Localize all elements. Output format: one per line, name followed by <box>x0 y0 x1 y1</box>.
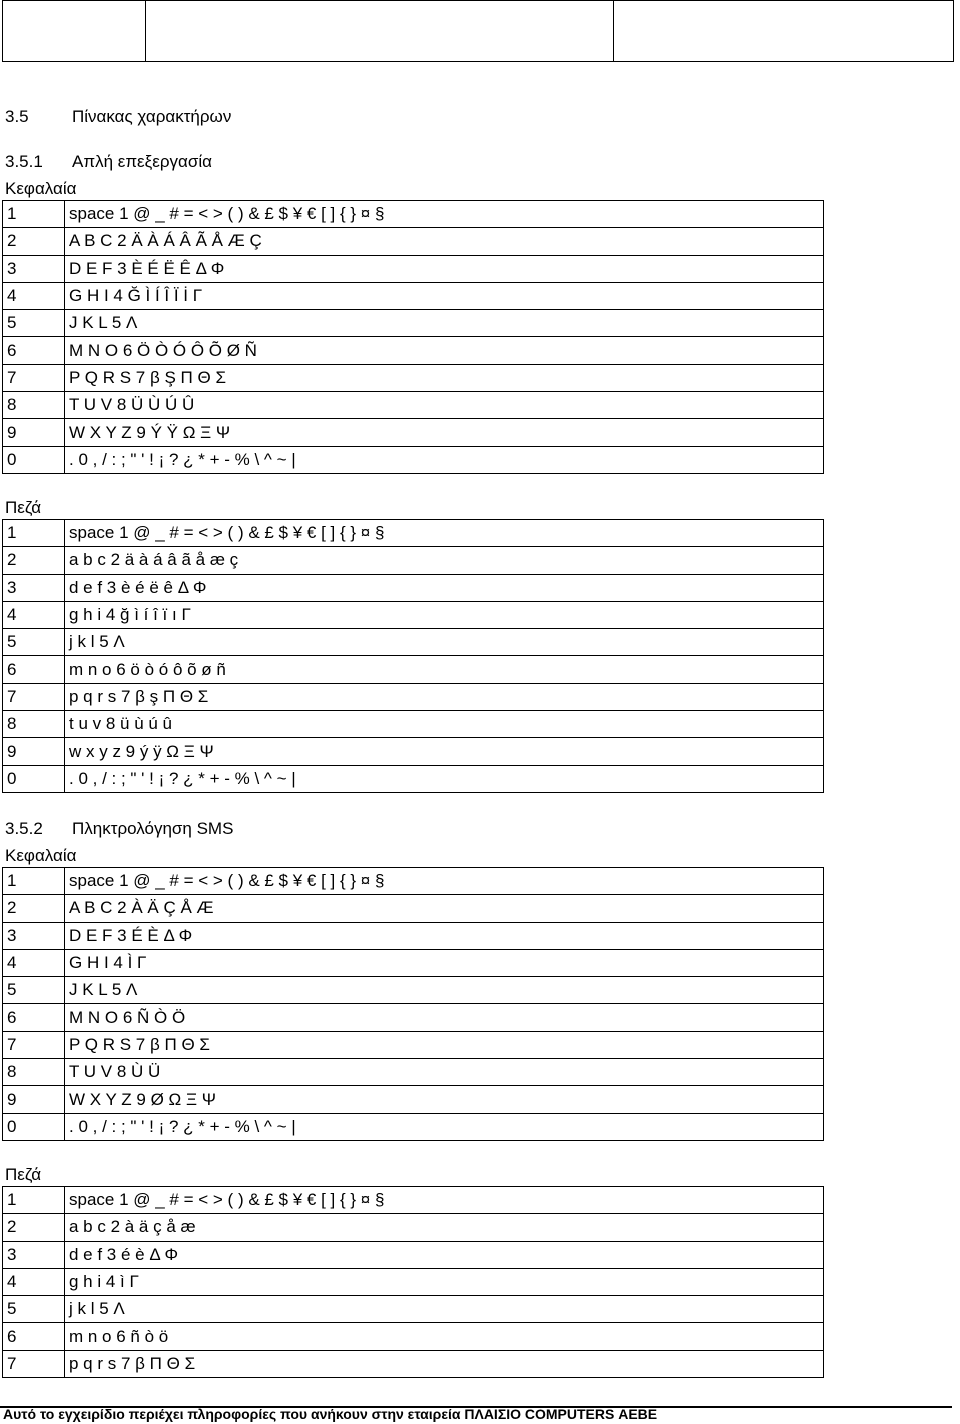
key-cell: 9 <box>3 419 65 446</box>
section-number: 3.5 <box>5 107 29 126</box>
table-row <box>3 282 824 309</box>
key-cell: 6 <box>3 1004 65 1031</box>
table-row <box>3 1296 824 1323</box>
table-row <box>3 1323 824 1350</box>
key-cell: 1 <box>3 201 65 228</box>
key-cell: 0 <box>3 446 65 473</box>
key-cell: 6 <box>3 337 65 364</box>
footer-notice: Αυτό το εγχειρίδιο περιέχει πληροφορίες που ανήκουν στην εταιρεία ΠΛΑΙΣΙΟ COMPUTERS ΑΕΒΕ <box>3 1406 658 1422</box>
characters-cell: a b c 2 à ä ç å æ <box>65 1214 824 1241</box>
characters-cell: space 1 @ _ # = < > ( ) & £ $ ¥ € [ ] { } ¤ § <box>65 201 824 228</box>
characters-cell: P Q R S 7 β Π Θ Σ <box>65 1031 824 1058</box>
key-cell: 4 <box>3 949 65 976</box>
table-row <box>3 310 824 337</box>
subsection-1-title: Απλή επεξεργασία <box>72 152 212 171</box>
subsection-2-uppercase-table <box>2 867 824 1141</box>
table-row <box>3 1086 824 1113</box>
characters-cell: p q r s 7 β ş Π Θ Σ <box>65 683 824 710</box>
key-cell: 4 <box>3 282 65 309</box>
key-cell: 8 <box>3 1059 65 1086</box>
characters-cell: M N O 6 Ö Ò Ó Ô Õ Ø Ñ <box>65 337 824 364</box>
key-cell: 3 <box>3 255 65 282</box>
characters-cell: A B C 2 À Ä Ç Å Æ <box>65 895 824 922</box>
characters-cell: g h i 4 ğ ì í î ï ı Γ <box>65 601 824 628</box>
characters-cell: d e f 3 é è Δ Φ <box>65 1241 824 1268</box>
key-cell: 2 <box>3 228 65 255</box>
subsection-1-number: 3.5.1 <box>5 152 43 171</box>
table-row <box>3 1031 824 1058</box>
key-cell: 4 <box>3 1268 65 1295</box>
table-row <box>3 337 824 364</box>
characters-cell: j k l 5 Λ <box>65 1296 824 1323</box>
key-cell: 7 <box>3 1031 65 1058</box>
table-row <box>3 574 824 601</box>
subsection-2-uppercase-label: Κεφαλαία <box>5 846 77 865</box>
table-row <box>3 547 824 574</box>
key-cell: 1 <box>3 520 65 547</box>
subsection-2-lowercase-table <box>2 1186 824 1378</box>
page-header-box <box>2 0 954 62</box>
table-row <box>3 228 824 255</box>
characters-cell: . 0 , / : ; " ' ! ¡ ? ¿ * + - % \ ^ ~ | <box>65 446 824 473</box>
subsection-1-heading <box>5 152 212 172</box>
key-cell: 5 <box>3 1296 65 1323</box>
table-row <box>3 601 824 628</box>
key-cell: 6 <box>3 656 65 683</box>
characters-cell: space 1 @ _ # = < > ( ) & £ $ ¥ € [ ] { } ¤ § <box>65 868 824 895</box>
table-row <box>3 1187 824 1214</box>
table-row <box>3 520 824 547</box>
table-row <box>3 255 824 282</box>
table-row <box>3 1268 824 1295</box>
section-title: Πίνακας χαρακτήρων <box>72 107 232 126</box>
key-cell: 3 <box>3 1241 65 1268</box>
characters-cell: J K L 5 Λ <box>65 977 824 1004</box>
characters-cell: g h i 4 ì Γ <box>65 1268 824 1295</box>
key-cell: 8 <box>3 711 65 738</box>
characters-cell: w x y z 9 ý ÿ Ω Ξ Ψ <box>65 738 824 765</box>
characters-cell: W X Y Z 9 Ý Ÿ Ω Ξ Ψ <box>65 419 824 446</box>
key-cell: 4 <box>3 601 65 628</box>
characters-cell: T U V 8 Ü Ù Ú Û <box>65 392 824 419</box>
characters-cell: P Q R S 7 β Ş Π Θ Σ <box>65 364 824 391</box>
key-cell: 2 <box>3 547 65 574</box>
characters-cell: M N O 6 Ñ Ò Ö <box>65 1004 824 1031</box>
table-row <box>3 868 824 895</box>
characters-cell: d e f 3 è é ë ê Δ Φ <box>65 574 824 601</box>
subsection-1-lowercase-table <box>2 519 824 793</box>
table-row <box>3 419 824 446</box>
table-row <box>3 446 824 473</box>
table-row <box>3 1113 824 1140</box>
table-row <box>3 765 824 792</box>
characters-cell: m n o 6 ö ò ó ô õ ø ñ <box>65 656 824 683</box>
header-cell-middle <box>146 1 614 61</box>
key-cell: 2 <box>3 1214 65 1241</box>
table-row <box>3 1059 824 1086</box>
table-row <box>3 1214 824 1241</box>
table-row <box>3 949 824 976</box>
table-row <box>3 711 824 738</box>
header-cell-left <box>3 1 146 61</box>
table-row <box>3 629 824 656</box>
subsection-1-lowercase-label: Πεζά <box>5 498 42 517</box>
key-cell: 3 <box>3 574 65 601</box>
key-cell: 3 <box>3 922 65 949</box>
key-cell: 7 <box>3 683 65 710</box>
key-cell: 5 <box>3 629 65 656</box>
characters-cell: p q r s 7 β Π Θ Σ <box>65 1350 824 1377</box>
characters-cell: j k l 5 Λ <box>65 629 824 656</box>
key-cell: 9 <box>3 738 65 765</box>
subsection-2-title: Πληκτρολόγηση SMS <box>72 819 234 838</box>
table-row <box>3 392 824 419</box>
table-row <box>3 1004 824 1031</box>
key-cell: 5 <box>3 977 65 1004</box>
characters-cell: G H I 4 Ì Γ <box>65 949 824 976</box>
subsection-2-heading <box>5 819 233 839</box>
key-cell: 8 <box>3 392 65 419</box>
characters-cell: . 0 , / : ; " ' ! ¡ ? ¿ * + - % \ ^ ~ | <box>65 1113 824 1140</box>
table-row <box>3 1350 824 1377</box>
key-cell: 0 <box>3 765 65 792</box>
subsection-1-uppercase-table <box>2 200 824 474</box>
header-cell-right <box>614 1 953 61</box>
characters-cell: A B C 2 Ä À Á Â Ã Å Æ Ç <box>65 228 824 255</box>
key-cell: 1 <box>3 868 65 895</box>
section-heading <box>5 107 231 127</box>
table-row <box>3 895 824 922</box>
characters-cell: m n o 6 ñ ò ö <box>65 1323 824 1350</box>
table-row <box>3 922 824 949</box>
characters-cell: D E F 3 È É Ë Ê Δ Φ <box>65 255 824 282</box>
table-row <box>3 977 824 1004</box>
characters-cell: G H I 4 Ğ Ì Í Î Ï İ Γ <box>65 282 824 309</box>
table-row <box>3 1241 824 1268</box>
table-row <box>3 738 824 765</box>
table-row <box>3 656 824 683</box>
key-cell: 2 <box>3 895 65 922</box>
characters-cell: J K L 5 Λ <box>65 310 824 337</box>
characters-cell: space 1 @ _ # = < > ( ) & £ $ ¥ € [ ] { } ¤ § <box>65 520 824 547</box>
characters-cell: W X Y Z 9 Ø Ω Ξ Ψ <box>65 1086 824 1113</box>
table-row <box>3 683 824 710</box>
subsection-2-number: 3.5.2 <box>5 819 43 838</box>
key-cell: 6 <box>3 1323 65 1350</box>
key-cell: 9 <box>3 1086 65 1113</box>
characters-cell: space 1 @ _ # = < > ( ) & £ $ ¥ € [ ] { } ¤ § <box>65 1187 824 1214</box>
key-cell: 1 <box>3 1187 65 1214</box>
key-cell: 5 <box>3 310 65 337</box>
characters-cell: a b c 2 ä à á â ã å æ ç <box>65 547 824 574</box>
characters-cell: T U V 8 Ù Ü <box>65 1059 824 1086</box>
table-row <box>3 201 824 228</box>
table-row <box>3 364 824 391</box>
characters-cell: . 0 , / : ; " ' ! ¡ ? ¿ * + - % \ ^ ~ | <box>65 765 824 792</box>
key-cell: 7 <box>3 1350 65 1377</box>
characters-cell: t u v 8 ü ù ú û <box>65 711 824 738</box>
characters-cell: D E F 3 É È Δ Φ <box>65 922 824 949</box>
subsection-1-uppercase-label: Κεφαλαία <box>5 179 77 198</box>
key-cell: 0 <box>3 1113 65 1140</box>
key-cell: 7 <box>3 364 65 391</box>
subsection-2-lowercase-label: Πεζά <box>5 1165 42 1184</box>
